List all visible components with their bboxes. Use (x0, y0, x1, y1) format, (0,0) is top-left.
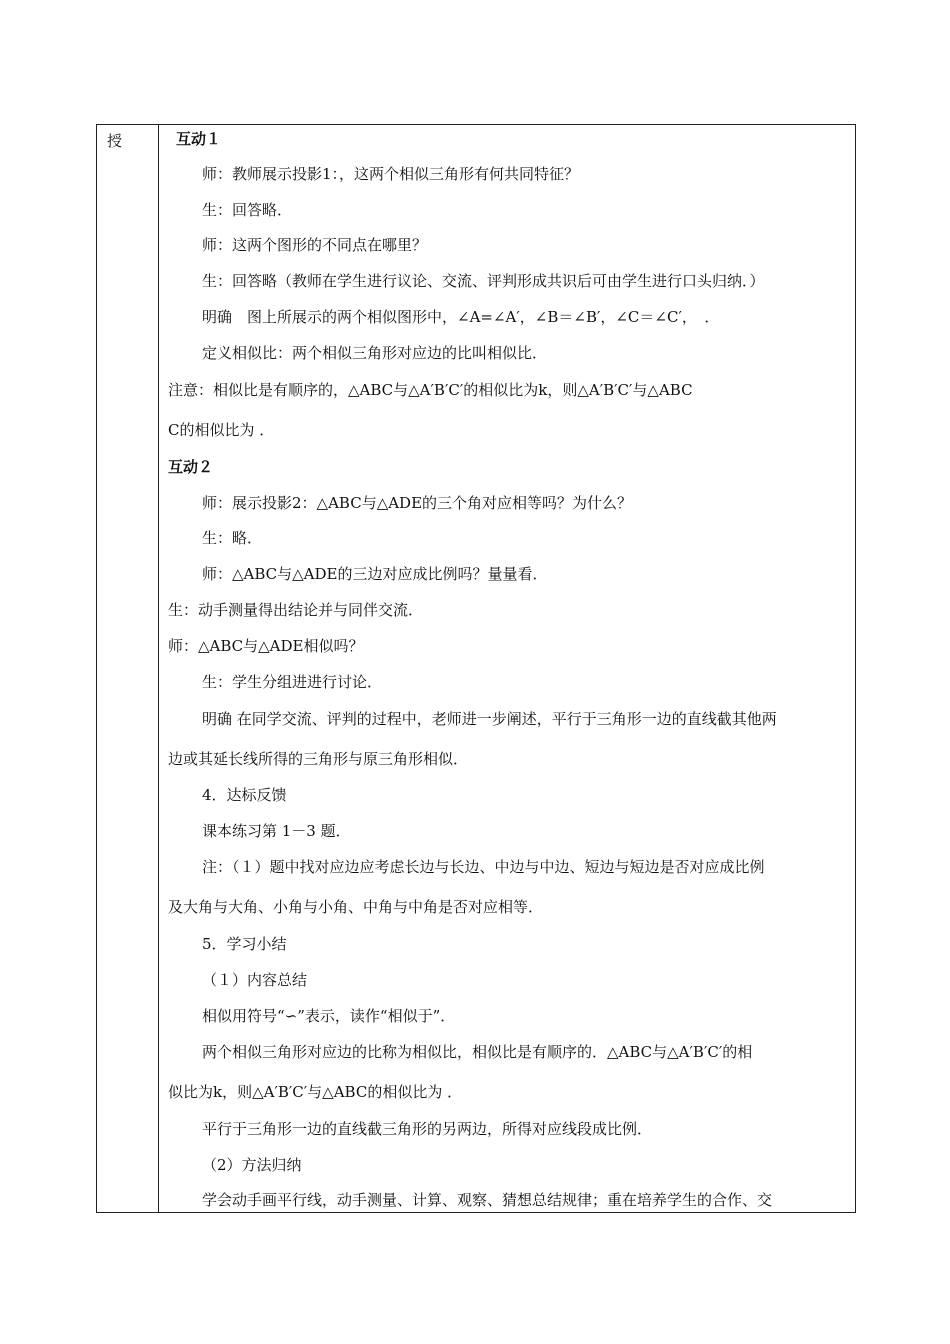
text-line: （2）方法归纳 (202, 1156, 302, 1174)
text-line: 师：展示投影2：△ABC与△ADE的三个角对应相等吗？为什么？ (202, 494, 633, 512)
text-line: 生：动手测量得出结论并与同伴交流． (168, 601, 424, 619)
text-line: 平行于三角形一边的直线截三角形的另两边，所得对应线段成比例． (202, 1120, 653, 1138)
text-line: 学会动手画平行线，动手测量、计算、观察、猜想总结规律；重在培养学生的合作、交 (202, 1191, 773, 1209)
text-line: 定义相似比：两个相似三角形对应边的比叫相似比． (202, 344, 548, 362)
section-heading: 互动２ (168, 458, 214, 476)
text-line: 课本练习第 1－3 题． (202, 822, 351, 840)
text-line: （１）内容总结 (202, 971, 308, 989)
text-line: 生：略． (202, 529, 263, 547)
text-line: 师：教师展示投影1：，这两个相似三角形有何共同特征？ (202, 165, 580, 183)
text-line: 边或其延长线所得的三角形与原三角形相似． (168, 750, 469, 768)
text-line: C的相似比为 ． (168, 421, 275, 439)
text-line: 5．学习小结 (202, 935, 287, 953)
text-line: 生：回答略（教师在学生进行议论、交流、评判形成共识后可由学生进行口头归纳．） (202, 272, 765, 290)
text-line: 师：△ABC与△ADE相似吗？ (168, 637, 364, 655)
text-line: 生：学生分组进进行讨论． (202, 673, 383, 691)
text-line: 明确 在同学交流、评判的过程中，老师进一步阐述，平行于三角形一边的直线截其他两 (202, 710, 777, 728)
side-label: 授 (107, 132, 123, 150)
text-line: 生：回答略． (202, 201, 293, 219)
column-divider (158, 125, 159, 1212)
text-line: 师：这两个图形的不同点在哪里？ (202, 236, 428, 254)
text-line: 似比为k，则△A′B′C′与△ABC的相似比为 ． (168, 1083, 463, 1101)
text-line: 相似用符号“∽”表示，读作“相似于”． (202, 1007, 456, 1025)
text-line: 4．达标反馈 (202, 786, 287, 804)
text-line: 注：（１）题中找对应边应考虑长边与长边、中边与中边、短边与短边是否对应成比例 (202, 858, 765, 876)
text-line: 明确 图上所展示的两个相似图形中，∠A=∠A′，∠B＝∠B′，∠C＝∠C′， ． (202, 308, 720, 326)
text-line: 师：△ABC与△ADE的三边对应成比例吗？量量看． (202, 565, 548, 583)
text-line: 注意：相似比是有顺序的，△ABC与△A′B′C′的相似比为k，则△A′B′C′与△ABC (168, 381, 693, 399)
text-line: 两个相似三角形对应边的比称为相似比，相似比是有顺序的．△ABC与△A′B′C′的相 (202, 1043, 753, 1061)
section-heading: 互动１ (176, 130, 222, 148)
text-line: 及大角与大角、小角与小角、中角与中角是否对应相等． (168, 898, 544, 916)
